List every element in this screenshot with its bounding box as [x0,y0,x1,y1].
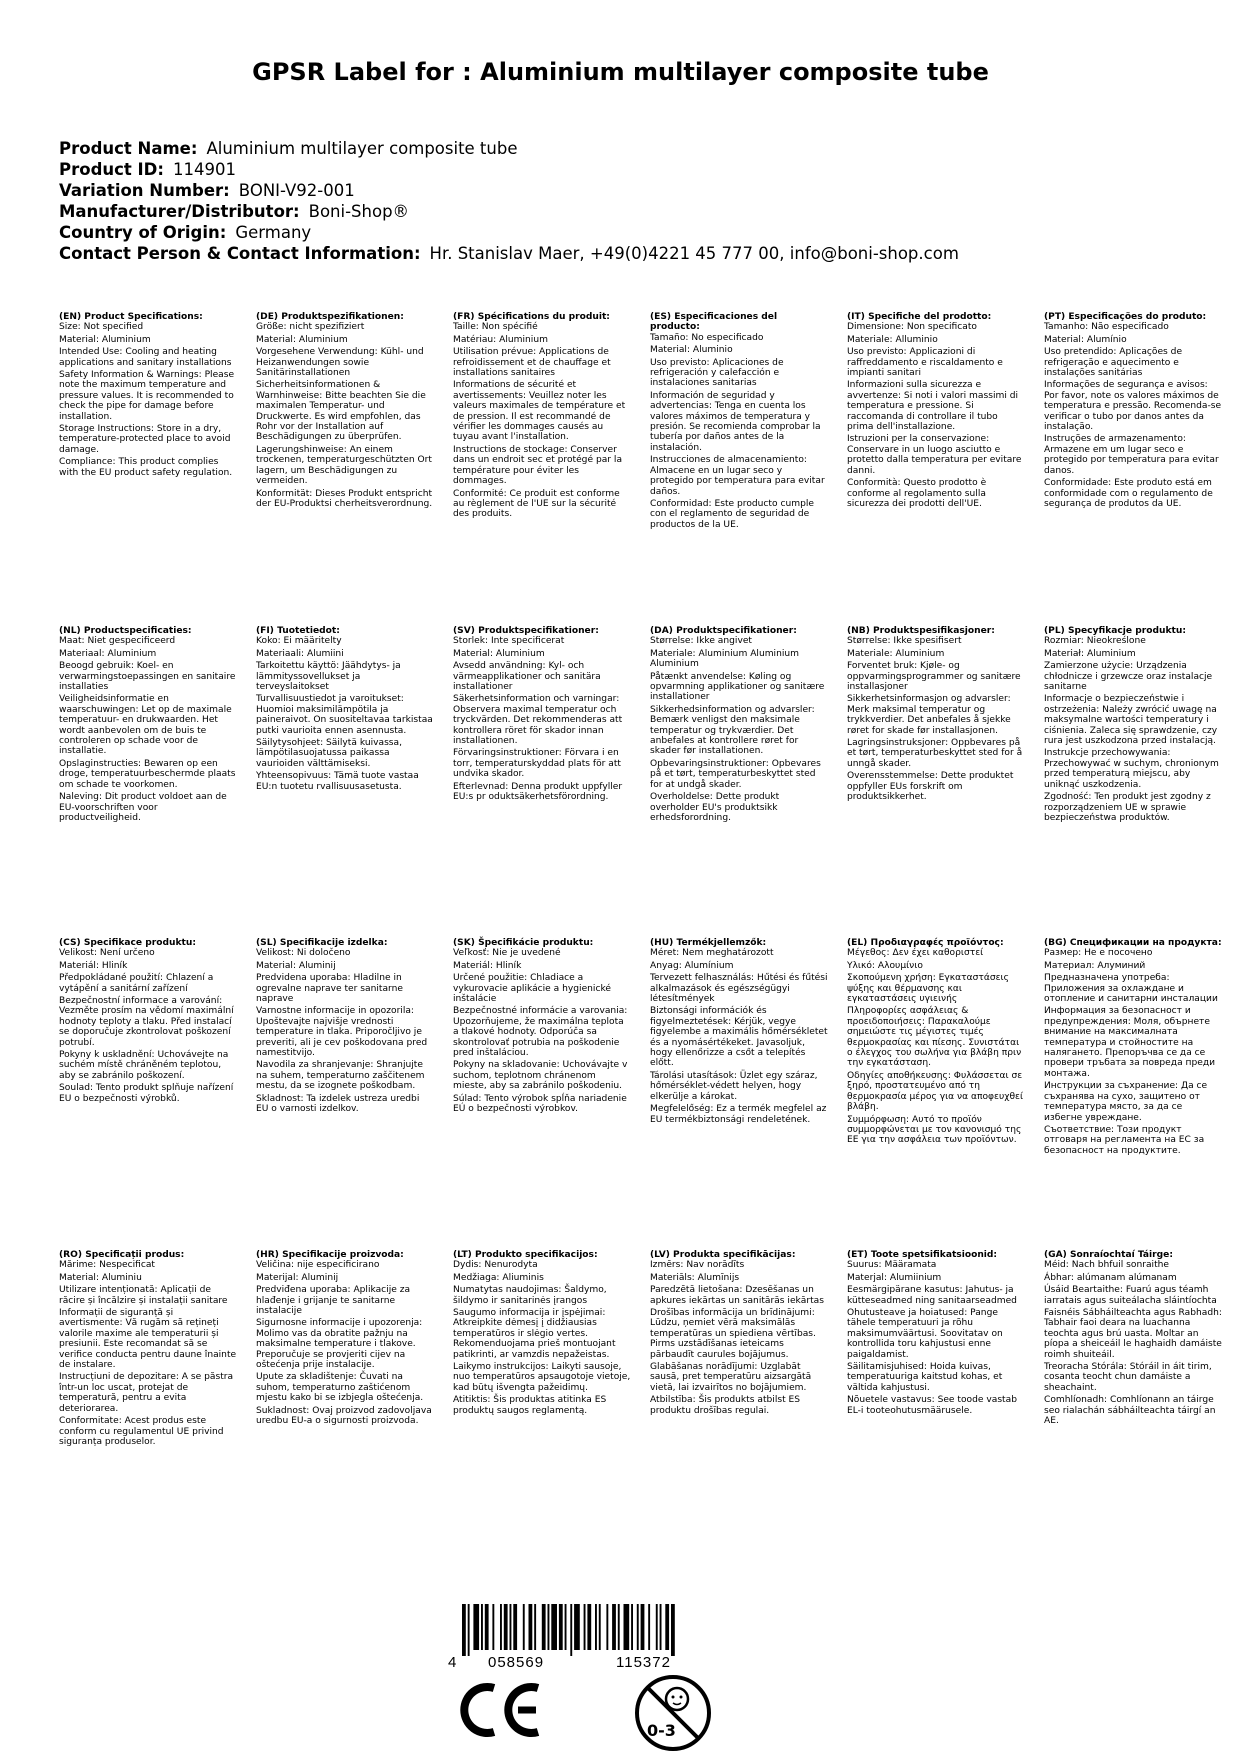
spec-line: Laikymo instrukcijos: Laikyti sausoje, nuo temperatūros apsaugotoje vietoje, kad būtų išvengta pažeidimų. [453,1362,631,1393]
spec-line: Treoracha Stórála: Stóráil in áit tirim, cosanta teocht chun damáiste a sheachaint. [1044,1362,1212,1393]
spec-line: Nõuetele vastavus: See toode vastab EL-i tooteohutusmäärusele. [847,1395,1017,1416]
spec-line: Beoogd gebruik: Koel- en verwarmingstoepassingen en sanitaire installaties [59,661,236,693]
product-id-value: 114901 [172,160,236,179]
spec-line: Naleving: Dit product voldoet aan de EU-voorschriften voor productveiligheid. [59,792,227,823]
spec-line: Материал: Алуминий [1044,960,1146,971]
spec-line: Materiał: Aluminium [1044,648,1136,659]
spec-line: Conformità: Questo prodotto è conforme al regolamento sulla sicurezza dei prodotti dell'UE. [847,478,987,509]
spec-line: Dimensione: Non specificato [847,322,977,333]
barcode-bar [574,1604,580,1650]
spec-line: Suurus: Määramata [847,1260,937,1271]
barcode-bar [587,1604,591,1650]
spec-line: Méret: Nem meghatározott [650,948,774,959]
spec-block [1044,312,1222,511]
spec-line: Información de seguridad y advertencias: Tenga en cuenta los valores máximos de temperatura y presión. Se recomienda comprobar la tubería por daños antes de la instalación. [650,390,821,453]
barcode-bar [631,1604,633,1650]
spec-line: Sukladnost: Ovaj proizvod zadovoljava uredbu EU-a o sigurnosti proizvoda. [256,1405,432,1427]
age-label: 0-3 [647,1721,676,1740]
barcode-bar [548,1604,550,1650]
spec-line: Overensstemmelse: Dette produktet oppfyller EUs forskrift om produktsikkerhet. [847,771,1014,803]
spec-line: Størrelse: Ikke angivet [650,636,752,647]
spec-line: Turvallisuustiedot ja varoitukset: Huomioi maksimilämpötila ja paineraivot. On suositeltavaa tarkistaa putki vaurioita ennen asennusta. [256,694,433,736]
spec-block [256,312,434,511]
product-info [59,138,959,264]
spec-line: Veiligheidsinformatie en waarschuwingen: Let op de maximale temperatuur- en drukwaarden. Het wordt aanbevolen om de buis te controleren op schade voor de installatie. [59,694,232,757]
spec-line: Material: Aluminij [256,960,336,971]
spec-line: Soulad: Tento produkt splňuje nařízení EU o bezpečnosti výrobků. [59,1083,234,1104]
spec-line: Material: Aluminium [453,648,545,659]
spec-line: Izmērs: Nav norādīts [650,1260,745,1271]
barcode-left-digits: 058569 [488,1654,545,1671]
contact-row [59,243,959,264]
spec-line: Informações de segurança e avisos: Por favor, note os valores máximos de temperatura e pressão. Recomenda-se verificar o tubo por danos antes da instalação. [1044,380,1222,433]
spec-block [650,312,828,532]
spec-line: Materiaal: Aluminium [59,648,157,659]
spec-line: Rozmiar: Nieokreślone [1044,636,1146,647]
age-warning-0-3-icon [633,1673,713,1753]
spec-block [650,938,828,1127]
spec-line: Předpokládané použití: Chlazení a vytápění a sanitární zařízení [59,973,214,994]
barcode-bar [529,1604,533,1650]
barcode-bar [492,1604,494,1650]
spec-block [256,938,434,1117]
barcode-bar [570,1604,572,1656]
spec-line: Bezpečnostné informácie a varovania: Upozorňujeme, že maximálna teplota a tlakové hodnoty. Odporúča sa skontrolovať potrubia na poškodenie pred inštaláciou. [453,1006,628,1059]
variation-number-label: Variation Number: [59,181,230,200]
spec-heading: (LT) Produkto specifikacijos: [453,1250,598,1260]
spec-line: Comhlíonadh: Comhlíonann an táirge seo rialachán sábháilteachta táirgí an AE. [1044,1395,1216,1427]
spec-heading: (ET) Toote spetsifikatsioonid: [847,1250,998,1260]
spec-line: Méid: Nach bhfuil sonraithe [1044,1260,1169,1271]
spec-heading: (RO) Specificații produs: [59,1250,185,1260]
spec-block [650,626,828,825]
spec-line: Materiāls: Alumīnijs [650,1272,740,1283]
variation-number-value: BONI-V92-001 [238,181,355,200]
spec-block [453,312,631,522]
contact-value: Hr. Stanislav Maer, +49(0)4221 45 777 00, info@boni-shop.com [429,244,959,263]
spec-line: Instrukcje przechowywania: Przechowywać w suchym, chronionym przed temperaturą miejscu, aby uniknąć uszkodzenia. [1044,748,1219,790]
spec-line: Súlad: Tento výrobok spĺňa nariadenie EÚ o bezpečnosti výrobkov. [453,1093,627,1115]
spec-line: Predviđena uporaba: Aplikacije za hlađenje i grijanje te sanitarne instalacije [256,1285,411,1317]
spec-line: Instrucciones de almacenamiento: Almacene en un lugar seco y protegido por temperatura para evitar daños. [650,455,825,497]
spec-line: Conformidade: Este produto está em conformidade com o regulamento de segurança de produtos da UE. [1044,478,1213,509]
spec-block [847,626,1025,805]
spec-line: Tamaño: No especificado [650,332,764,343]
barcode [440,1602,750,1672]
barcode-bar [513,1604,517,1650]
manufacturer-value: Boni-Shop® [308,202,410,221]
spec-line: Anyag: Alumínium [650,960,734,971]
spec-line: Material: Alumínio [1044,334,1127,345]
product-name-row [59,138,959,159]
spec-line: Dydis: Nenurodyta [453,1260,538,1271]
spec-heading: (ES) Especificaciones del producto: [650,312,778,333]
spec-line: Matériau: Aluminium [453,334,548,345]
spec-heading: (BG) Спецификации на продукта: [1044,938,1222,948]
barcode-bar [665,1604,669,1650]
country-of-origin-value: Germany [235,223,312,242]
barcode-bar [542,1604,546,1650]
spec-line: Lagringsinstruksjoner: Oppbevares på et tørt, temperaturbeskyttet sted for å unngå skader. [847,738,1023,769]
spec-heading: (SL) Specifikacije izdelka: [256,938,388,948]
spec-heading: (PT) Especificações do produto: [1044,312,1207,322]
spec-line: Uso pretendido: Aplicações de refrigeração e aquecimento e instalações sanitárias [1044,347,1183,379]
barcode-bar [504,1604,508,1650]
spec-line: Conformitate: Acest produs este conform cu regulamentul UE privind siguranța produselor. [59,1416,224,1447]
spec-line: Materiale: Alluminio [847,334,938,345]
spec-line: Съответствие: Този продукт отговаря на регламента на ЕС за безопасност на продуктите. [1044,1124,1205,1156]
spec-heading: (NB) Produktspesifikasjoner: [847,626,995,636]
spec-line: Informații de siguranță și avertismente: Vă rugăm să rețineți valorile maxime ale temperaturii și presiunii. Este recomandat să se verifice conducta pentru daune înainte de instalare. [59,1308,237,1371]
spec-heading: (HU) Termékjellemzők: [650,938,767,948]
spec-line: Materjal: Alumiinium [847,1272,942,1283]
barcode-bar [641,1604,645,1650]
spec-line: Pokyny na skladovanie: Uchovávajte v suchom, teplotnom chránenom mieste, aby sa zabránilo poškodeniu. [453,1060,628,1092]
spec-block [453,626,631,805]
spec-block [256,1250,434,1429]
spec-line: Eesmärgipärane kasutus: Jahutus- ja kütteseadmed ning sanitaarseadmed [847,1285,1017,1306]
barcode-bar [565,1604,567,1650]
spec-line: Sikkerhetsinformasjon og advarsler: Merk maksimal temperatur og trykkverdier. Det anbefales å sjekke røret for skade før installasjonen. [847,694,1011,736]
spec-line: Forventet bruk: Kjøle- og oppvarmingsprogrammer og sanitære installasjoner [847,661,1021,693]
page-title: GPSR Label for : Aluminium multilayer composite tube [252,58,989,86]
spec-block [847,1250,1025,1418]
barcode-bar [510,1604,512,1650]
spec-heading: (SV) Produktspecifikationer: [453,626,599,636]
spec-line: Úsáid Beartaithe: Fuarú agus téamh iarratais agus suiteálacha sláintíochta [1044,1285,1217,1306]
spec-heading: (DE) Produktspezifikationen: [256,312,404,322]
spec-heading: (HR) Specifikacije proizvoda: [256,1250,404,1260]
spec-line: Οδηγίες αποθήκευσης: Φυλάσσεται σε ξηρό, προστατευμένο από τη θερμοκρασία μέρος για να αποφευχθεί βλάβη. [847,1070,1024,1113]
spec-line: Atitiktis: Šis produktas atitinka ES produktų saugos reglamentą. [453,1395,607,1416]
spec-line: Saugumo informacija ir įspėjimai: Atkreipkite dėmesį į didžiausias temperatūros ir slėgio vertes. Rekomenduojama prieš montuojant patikrinti, ar vamzdis nepažeistas. [453,1308,616,1360]
spec-line: Megfelelőség: Ez a termék megfelel az EU termékbiztonsági rendeletének. [650,1104,827,1125]
spec-line: Utilizare intenționată: Aplicații de răcire și încălzire și instalații sanitare [59,1285,228,1306]
barcode-bar [468,1604,470,1656]
spec-block [847,312,1025,511]
spec-line: Инструкции за съхранение: Да се съхранява на сухо, защитено от температура място, за да се избегне увреждане. [1044,1081,1208,1123]
spec-line: Istruzioni per la conservazione: Conservare in un luogo asciutto e protetto dalla temperatura per evitare danni. [847,434,1022,476]
barcode-bar [612,1604,616,1650]
spec-line: Tarkoitettu käyttö: Jäähdytys- ja lämmityssovellukset ja terveyslaitokset [256,661,401,693]
spec-block [453,938,631,1117]
barcode-bar [485,1604,489,1650]
spec-line: Tamanho: Não especificado [1044,322,1169,333]
barcode-bar [481,1604,483,1650]
spec-heading: (SK) Špecifikácie produktu: [453,938,594,948]
barcode-bar [599,1604,601,1650]
spec-line: Yhteensopivuus: Tämä tuote vastaa EU:n tuotetu rvallisuusasetusta. [256,771,419,792]
spec-line: Overholdelse: Dette produkt overholder EU's produktsikk erhedsforordning. [650,792,780,823]
spec-line: Atbilstība: Šis produkts atbilst ES produktu drošības regulai. [650,1395,801,1416]
spec-line: Informacje o bezpieczeństwie i ostrzeżenia: Należy zwrócić uwagę na maksymalne wartości temperatury i ciśnienia. Zaleca się sprawdzenie, czy rura jest uszkodzona przed instalacją. [1044,694,1218,747]
spec-line: Ohutusteave ja hoiatused: Pange tähele temperatuuri ja rõhu maksimumväärtusi. Soovitatav on kontrollida toru kahjustusi enne paigaldamist. [847,1308,1003,1360]
spec-line: Materiale: Aluminium Aluminium Aluminium [650,648,799,670]
spec-line: Maat: Niet gespecificeerd [59,636,176,647]
spec-line: Materiál: Hliník [59,960,128,971]
barcode-bar [671,1604,675,1656]
product-id-row [59,159,959,180]
spec-line: Material: Aluminio [650,345,733,356]
spec-line: Upute za skladištenje: Čuvati na suhom, temperaturno zaštićenom mjestu kako bi se izbjegla oštećenja. [256,1372,424,1404]
baby-face-icon [666,1688,688,1710]
spec-heading: (FI) Tuotetiedot: [256,626,340,636]
spec-line: Faisnéis Sábháilteachta agus Rabhadh: Tabhair faoi deara na luachanna teochta agus brú uasta. Moltar an píopa a sheiceáil le haghaidh damáiste roimh shuiteáil. [1044,1308,1222,1360]
spec-line: Opslaginstructies: Bewaren op een droge, temperatuurbeschermde plaats om schade te voorkomen. [59,758,236,790]
spec-heading: (PL) Specyfikacje produktu: [1044,626,1186,636]
product-id-label: Product ID: [59,160,164,179]
spec-line: Materiale: Aluminium [847,648,945,659]
spec-line: Predvidena uporaba: Hladilne in ogrevalne naprave ter sanitarne naprave [256,973,403,1005]
barcode-bar [584,1604,586,1650]
country-of-origin-row [59,222,959,243]
spec-line: Zamierzone użycie: Urządzenia chłodnicze i grzewcze oraz instalacje sanitarne [1044,661,1213,693]
spec-line: Σκοπούμενη χρήση: Εγκαταστάσεις ψύξης και θέρμανσης και εγκαταστάσεις υγιεινής [847,973,1009,1005]
barcode-bar [595,1604,597,1650]
country-of-origin-label: Country of Origin: [59,223,227,242]
spec-line: Πληροφορίες ασφάλειας & προειδοποιήσεις: Παρακαλούμε σημειώστε τις μέγιστες τιμές θερμοκρασίας και πίεσης. Συνιστάται ο έλεγχος του σωλήνα για βλάβη πριν την εγκατάσταση. [847,1006,1022,1069]
spec-line: Medžiaga: Aliuminis [453,1272,544,1283]
spec-line: Sicherheitsinformationen & Warnhinweise: Bitte beachten Sie die maximalen Temperatur- und Druckwerte. Es wird empfohlen, das Rohr vor der Installation auf Beschädigungen zu überprüfen. [256,380,426,443]
spec-line: Velikost: Ni določeno [256,948,351,959]
spec-line: Koko: Ei määritelty [256,636,342,647]
spec-line: Bezpečnostní informace a varování: Vezměte prosím na vědomí maximální hodnoty teploty a tlaku. Před instalací se doporučuje zkontrolovat poškození potrubí. [59,996,234,1048]
barcode-bar [660,1604,662,1650]
spec-line: Paredzētā lietošana: Dzesēšanas un apkures iekārtas un sanitārās iekārtas [650,1285,824,1306]
spec-line: Material: Aluminium [256,334,348,345]
spec-line: Συμμόρφωση: Αυτό το προϊόν συμμορφώνεται με τον κανονισμό της ΕΕ για την ασφάλεια των προϊόντων. [847,1114,1022,1146]
barcode-bar [559,1604,563,1650]
spec-heading: (CS) Specifikace produktu: [59,938,196,948]
spec-line: Размер: Не е посочено [1044,948,1153,959]
spec-line: Lagerungshinweise: An einem trockenen, temperaturgeschützten Ort lagern, um Beschädigungen zu vermeiden. [256,444,432,487]
barcode-right-digits: 115372 [616,1654,671,1671]
spec-line: Konformität: Dieses Produkt entspricht der EU-Produktsi cherheitsverordnung. [256,488,433,509]
ce-mark-icon [456,1680,546,1740]
spec-line: Určené použitie: Chladiace a vykurovacie aplikácie a hygienické inštalácie [453,973,611,1005]
barcode-bar [500,1604,502,1650]
spec-block [650,1250,828,1418]
barcode-bar [618,1604,620,1650]
spec-line: Intended Use: Cooling and heating applications and sanitary installations [59,347,232,368]
spec-line: Storage Instructions: Store in a dry, temperature-protected place to avoid damage. [59,424,231,455]
manufacturer-label: Manufacturer/Distributor: [59,202,300,221]
spec-line: Navodila za shranjevanje: Shranjujte na suhem, temperaturno zaščitenem mestu, da se izognete poškodbam. [256,1060,425,1092]
spec-line: Material: Aluminium [59,334,151,345]
barcode-bar [637,1604,639,1650]
spec-line: Glabāšanas norādījumi: Uzglabāt sausā, pret temperatūru aizsargātā vietā, lai izvairītos no bojājumiem. [650,1362,812,1393]
spec-line: Avsedd användning: Kyl- och värmeapplikationer och sanitära installationer [453,661,601,693]
spec-line: Materiaali: Alumiini [256,648,344,659]
spec-heading: (IT) Specifiche del prodotto: [847,312,992,322]
barcode-bar [648,1604,650,1650]
spec-block [59,1250,237,1449]
spec-line: Instruções de armazenamento: Armazene em um lugar seco e protegido por temperatura para evitar danos. [1044,434,1219,476]
spec-line: Предназначена употреба: Приложения за охлаждане и отопление и санитарни инсталации [1044,973,1218,1005]
spec-line: Υλικό: Αλουμίνιο [847,960,923,971]
spec-line: Информация за безопасност и предупреждения: Моля, обърнете внимание на максималната температура и стойностите на налягането. Препоръчва се да се провери тръбата за повреда преди монтажа. [1044,1006,1216,1079]
spec-heading: (EL) Προδιαγραφές προϊόντος: [847,938,1004,948]
spec-line: Conformidad: Este producto cumple con el reglamento de seguridad de productos de la UE. [650,498,814,530]
spec-line: Materiál: Hliník [453,960,522,971]
spec-block [256,626,434,794]
spec-line: Zgodność: Ten produkt jest zgodny z rozporządzeniem UE w sprawie bezpieczeństwa produktów. [1044,792,1211,823]
variation-number-row [59,180,959,201]
spec-line: Ábhar: alúmanam alúmanam [1044,1272,1177,1283]
spec-line: Efterlevnad: Denna produkt uppfyller EU:s pr oduktsäkerhetsförordning. [453,781,623,803]
barcode-bar [656,1604,658,1650]
spec-line: Storlek: Inte specificerat [453,636,565,647]
barcode-bar [523,1604,525,1650]
spec-line: Größe: nicht spezifiziert [256,322,365,333]
barcode-first-digit: 4 [448,1654,457,1671]
spec-line: Mărime: Nespecificat [59,1260,155,1271]
spec-line: Numatytas naudojimas: Šaldymo, šildymo ir sanitarinės įrangos [453,1285,607,1306]
spec-line: Förvaringsinstruktioner: Förvara i en torr, temperaturskyddad plats för att undvika skador. [453,748,621,780]
spec-line: Säilitamisjuhised: Hoida kuivas, temperatuuriga kaitstud kohas, et vältida kahjustusi. [847,1362,1003,1393]
spec-line: Uso previsto: Applicazioni di raffreddamento e riscaldamento e impianti sanitari [847,347,1003,379]
spec-line: Informations de sécurité et avertissements: Veuillez noter les valeurs maximales de température et de pression. Il est recommandé de vérifier les dommages causés au tuyau avant l'installation. [453,380,626,443]
spec-line: Vorgesehene Verwendung: Kühl- und Heizanwendungen sowie Sanitärinstallationen [256,347,424,379]
spec-line: Compliance: This product complies with the EU product safety regulation. [59,457,233,478]
spec-line: Säilytysohjeet: Säilytä kuivassa, lämpötilasuojatussa paikassa vaurioiden välttämiseksi. [256,738,403,769]
spec-line: Drošības informācija un brīdinājumi: Lūdzu, ņemiet vērā maksimālās temperatūras un spiediena vērtības. Pirms uzstādīšanas ieteicams pārbaudīt caurules bojājumus. [650,1308,816,1360]
spec-line: Varnostne informacije in opozorila: Upoštevajte najvišje vrednosti temperature in tlaka. Priporočljivo je preveriti, ali je cev poškodovana pred namestitvijo. [256,1006,428,1059]
spec-line: Instructions de stockage: Conserver dans un endroit sec et protégé par la température pour éviter les dommages. [453,444,623,487]
spec-line: Size: Not specified [59,322,144,333]
spec-block [59,626,237,825]
spec-block [1044,938,1222,1158]
spec-line: Størrelse: Ikke spesifisert [847,636,962,647]
spec-line: Biztonsági információk és figyelmeztetések: Kérjük, vegye figyelembe a maximális hőmérsékletet és a nyomásértékeket. Javasoljuk, hogy ellenőrizze a csőt a telepítés előtt. [650,1006,828,1069]
spec-line: Conformité: Ce produit est conforme au règlement de l'UE sur la sécurité des produits. [453,488,620,520]
spec-line: Μέγεθος: Δεν έχει καθοριστεί [847,948,984,959]
spec-line: Taille: Non spécifié [453,322,538,333]
spec-line: Informazioni sulla sicurezza e avvertenze: Si noti i valori massimi di temperatura e pressione. Si raccomanda di controllare il tubo prima dell'installazione. [847,380,1019,433]
spec-line: Velikost: Není určeno [59,948,155,959]
spec-line: Opbevaringsinstruktioner: Opbevares på et tørt, temperaturbeskyttet sted for at undgå skader. [650,758,821,790]
spec-block [847,938,1025,1148]
spec-heading: (DA) Produktspecifikationer: [650,626,797,636]
spec-line: Material: Aluminiu [59,1272,142,1283]
spec-heading: (NL) Productspecificaties: [59,626,192,636]
spec-line: Veličina: nije especificirano [256,1260,380,1271]
spec-line: Utilisation prévue: Applications de refroidissement et de chauffage et installations sanitaires [453,347,611,379]
spec-line: Uso previsto: Aplicaciones de refrigeración y calefacción e instalaciones sanitarias [650,357,784,389]
spec-block [1044,1250,1222,1429]
spec-block [59,312,237,480]
spec-line: Materijal: Aluminij [256,1272,339,1283]
spec-heading: (GA) Sonraíochtaí Táirge: [1044,1250,1173,1260]
spec-line: Pokyny k uskladnění: Uchovávejte na suchém místě chráněném teplotou, aby se zabránilo poškození. [59,1050,229,1081]
spec-line: Instrucțiuni de depozitare: A se păstra într-un loc uscat, protejat de temperatură, pentru a evita deteriorarea. [59,1372,234,1414]
barcode-bar [624,1604,630,1650]
spec-line: Veľkosť: Nie je uvedené [453,948,561,959]
manufacturer-row [59,201,959,222]
spec-line: Skladnost: Ta izdelek ustreza uredbi EU o varnosti izdelkov. [256,1093,420,1115]
barcode-bar [606,1604,608,1650]
spec-line: Sigurnosne informacije i upozorenja: Molimo vas da obratite pažnju na maksimalne temperature i tlakove. Preporučuje se provjeriti cijev na oštećenja prije instalacije. [256,1318,423,1371]
spec-block [453,1250,631,1418]
barcode-bar [473,1604,479,1650]
barcode-bar [534,1604,536,1650]
spec-line: Påtænkt anvendelse: Køling og opvarmning applikationer og sanitære installationer [650,671,825,703]
barcode-bar [551,1604,557,1650]
barcode-bars [462,1604,675,1656]
contact-label: Contact Person & Contact Information: [59,244,421,263]
barcode-bar [462,1604,466,1656]
spec-line: Safety Information & Warnings: Please note the maximum temperature and pressure values. It is recommended to check the pipe for damage before installation. [59,370,235,422]
spec-line: Sikkerhedsinformation og advarsler: Bemærk venligst den maksimale temperatur og trykværdier. Det anbefales at kontrollere røret for skader før installationen. [650,704,815,757]
spec-heading: (LV) Produkta specifikācijas: [650,1250,796,1260]
product-name-value: Aluminium multilayer composite tube [206,139,518,158]
spec-line: Tervezett felhasználás: Hűtési és fűtési alkalmazások és egészségügyi létesítmények [650,973,828,1005]
spec-heading: (EN) Product Specifications: [59,312,203,322]
spec-block [1044,626,1222,825]
spec-block [59,938,237,1106]
spec-line: Tárolási utasítások: Üzlet egy száraz, hőmérséklet-védett helyen, hogy elkerülje a károkat. [650,1070,818,1102]
spec-heading: (FR) Spécifications du produit: [453,312,610,322]
product-name-label: Product Name: [59,139,198,158]
spec-line: Säkerhetsinformation och varningar: Observera maximal temperatur och tryckvärden. Det rekommenderas att kontrollera röret för skador innan installationen. [453,694,623,747]
